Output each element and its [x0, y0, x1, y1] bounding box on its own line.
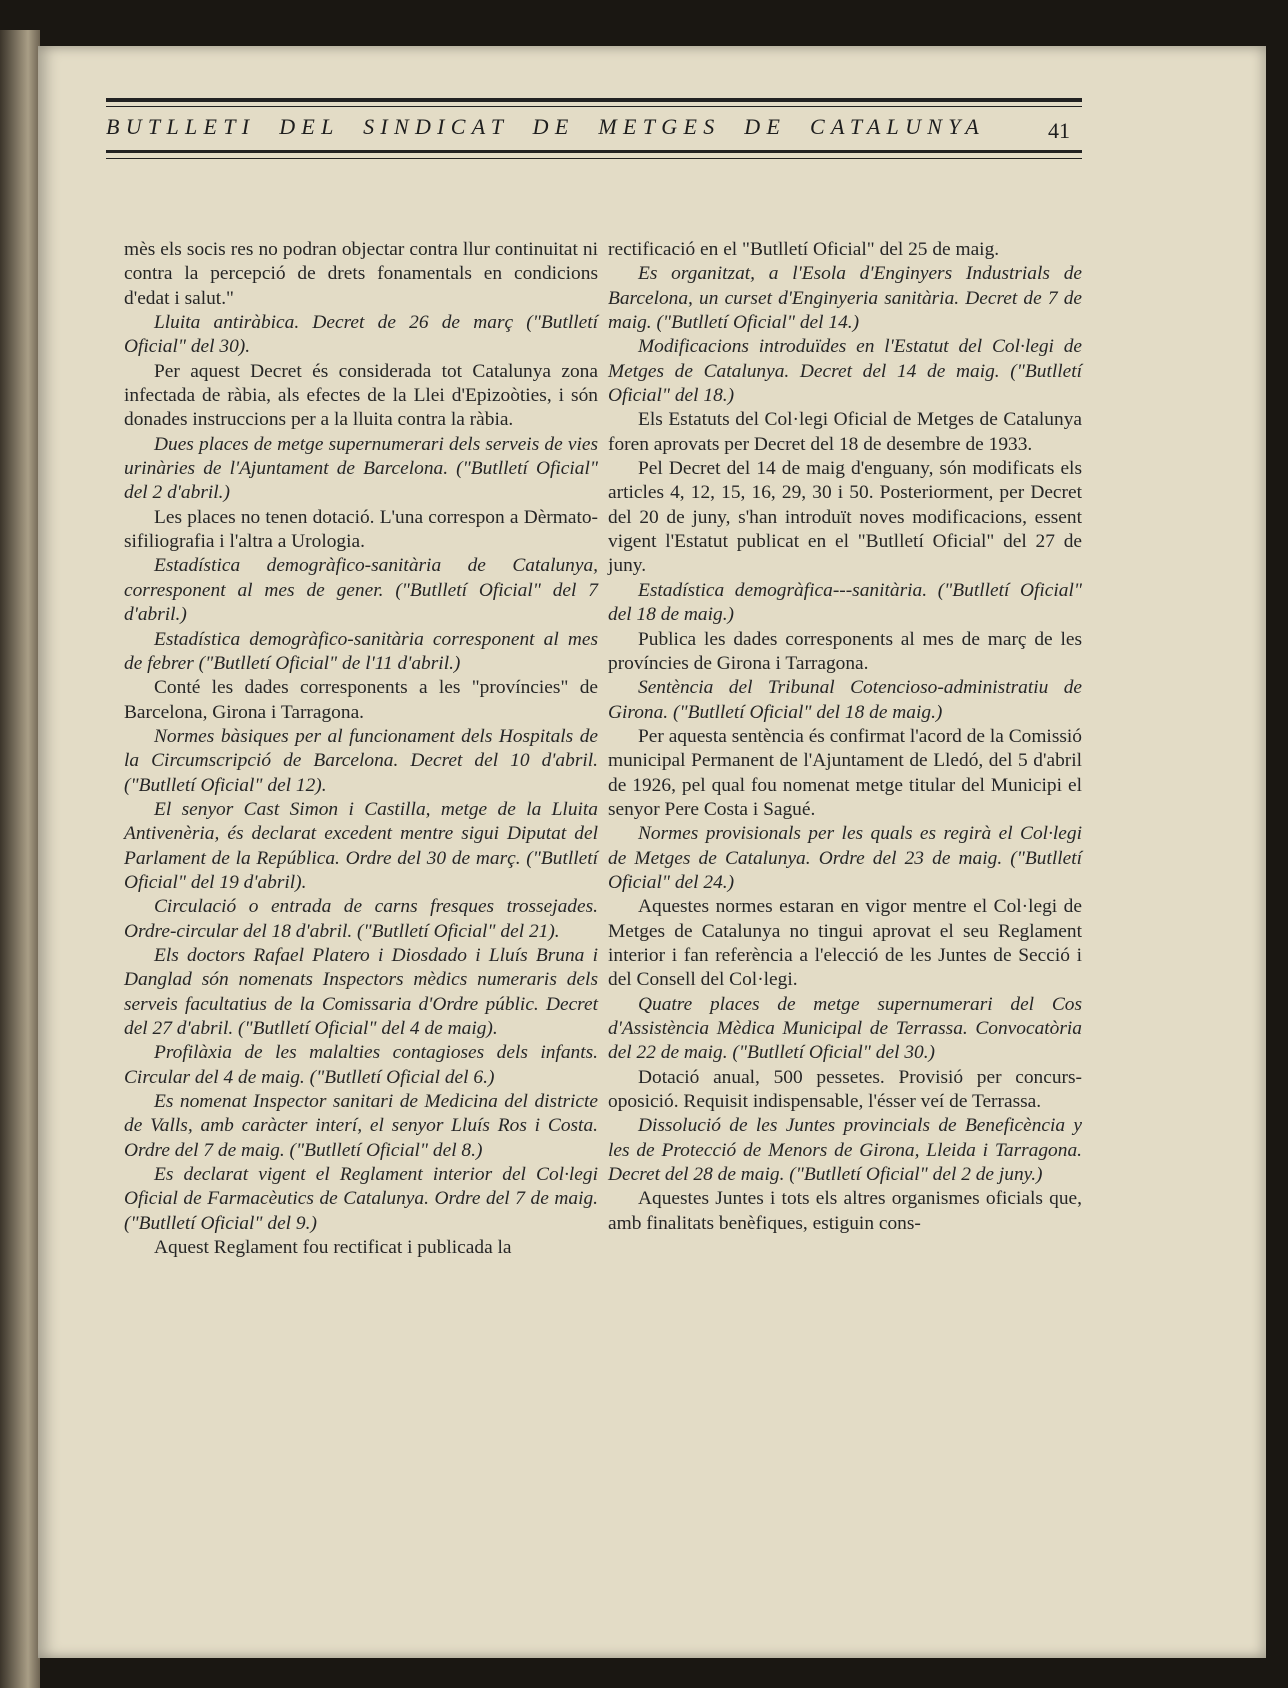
- paragraph: Normes provisionals per les quals es regirà el Col·legi de Metges de Catalunya. Ordre del 23 de maig. ("Butlletí Oficial" del 24.): [608, 823, 1082, 893]
- paragraph: Per aquest Decret és considerada tot Catalunya zona infectada de ràbia, als efectes de la Llei d'Epizoòties, i són donades instruccions per a la lluita contra la ràbia.: [124, 360, 598, 431]
- paragraph: Estadística demogràfico-sanitària de Catalunya, corresponent al mes de gener. ("Butlletí Oficial" del 7 d'abril.): [124, 555, 598, 626]
- paragraph: Profilàxia de les malalties contagioses dels infants. Circular del 4 de maig. ("Butlletí Oficial del 6.): [124, 1042, 598, 1088]
- paragraph: Els doctors Rafael Platero i Diosdado i Lluís Bruna i Danglad són nomenats Inspectors mèdics numeraris dels serveis facultatius de la Comissaria d'Ordre públic. Decret del 27 d'abril. ("Butlletí Oficial" del 4 de maig).: [124, 944, 598, 1039]
- header-rule-bottom: [106, 150, 1082, 153]
- paragraph: Aquestes normes estaran en vigor mentre el Col·legi de Metges de Catalunya no tingui aprovat el seu Reglament interior i fan referència a l'elecció de les Juntes de Secció i del Consell del Col·legi.: [608, 896, 1082, 991]
- paragraph: Es organitzat, a l'Esola d'Enginyers Industrials de Barcelona, un curset d'Enginyeria sanitària. Decret de 7 de maig. ("Butlletí Oficial" del 14.): [608, 263, 1082, 334]
- paragraph: Dissolució de les Juntes provincials de Beneficència y les de Protecció de Menors de Girona, Lleida i Tarragona. Decret del 28 de maig. ("Butlletí Oficial" del 2 de juny.): [608, 1115, 1082, 1186]
- paragraph: Els Estatuts del Col·legi Oficial de Metges de Catalunya foren aprovats per Decret del 18 de desembre de 1933.: [608, 409, 1082, 455]
- paragraph: Lluita antiràbica. Decret de 26 de març ("Butlletí Oficial" del 30).: [124, 312, 598, 358]
- running-header: [106, 98, 1082, 170]
- paragraph: Estadística demogràfica---sanitària. ("Butlletí Oficial" del 18 de maig.): [608, 579, 1082, 626]
- page-number: 41: [1048, 118, 1070, 143]
- paragraph: Per aquesta sentència és confirmat l'acord de la Comissió municipal Permanent de l'Ajuntament de Lledó, del 5 d'abril de 1926, pel qual fou nomenat metge titular del Municipi el senyor Pere Costa i Sagué.: [608, 725, 1082, 820]
- paragraph: Estadística demogràfico-sanitària corresponent al mes de febrer ("Butlletí Oficial" de l'11 d'abril.): [124, 628, 598, 674]
- paragraph: rectificació en el "Butlletí Oficial" del 25 de maig.: [608, 239, 1000, 260]
- paragraph: Les places no tenen dotació. L'una correspon a Dèrmato-sifiliografia i l'altra a Urologia.: [124, 506, 598, 553]
- paragraph: Es declarat vigent el Reglament interior del Col·legi Oficial de Farmacèutics de Catalunya. Ordre del 7 de maig. ("Butlletí Oficial" del 9.): [124, 1164, 598, 1234]
- paragraph: Es nomenat Inspector sanitari de Medicina del districte de Valls, amb caràcter interí, el senyor Lluís Ros i Costa. Ordre del 7 de maig. ("Butlletí Oficial" del 8.): [124, 1091, 598, 1161]
- paragraph: Conté les dades corresponents a les "províncies" de Barcelona, Girona i Tarragona.: [124, 677, 598, 723]
- paragraph: Publica les dades corresponents al mes de març de les províncies de Girona i Tarragona.: [608, 628, 1082, 674]
- right-column: [608, 238, 1082, 1236]
- paragraph: Sentència del Tribunal Cotencioso-administratiu de Girona. ("Butlletí Oficial" del 18 de maig.): [608, 677, 1082, 723]
- paragraph: Dues places de metge supernumerari dels serveis de vies urinàries de l'Ajuntament de Barcelona. ("Butlletí Oficial" del 2 d'abril.): [124, 433, 598, 504]
- paragraph: Aquestes Juntes i tots els altres organismes oficials que, amb finalitats benèfiques, estiguin cons-: [608, 1188, 1082, 1234]
- header-rule-top: [106, 98, 1082, 102]
- paragraph: El senyor Cast Simon i Castilla, metge de la Lluita Antivenèria, és declarat excedent mentre sigui Diputat del Parlament de la República. Ordre del 30 de març. ("Butlletí Oficial" del 19 d'abril).: [124, 798, 598, 893]
- facing-page-edge: [0, 30, 40, 1688]
- paragraph: Modificacions introduïdes en l'Estatut del Col·legi de Metges de Catalunya. Decret del 14 de maig. ("Butlletí Oficial" del 18.): [608, 336, 1082, 407]
- paragraph: Circulació o entrada de carns fresques trossejades. Ordre-circular del 18 d'abril. ("Butlletí Oficial" del 21).: [124, 896, 598, 942]
- paragraph: Aquest Reglament fou rectificat i publicada la: [154, 1237, 512, 1259]
- left-column: [124, 238, 598, 1260]
- paragraph: Quatre places de metge supernumerari del Cos d'Assistència Mèdica Municipal de Terrassa. Convocatòria del 22 de maig. ("Butlletí Oficial" del 30.): [608, 993, 1082, 1064]
- header-rule-top-thin: [106, 106, 1082, 107]
- paragraph: Normes bàsiques per al funcionament dels Hospitals de la Circumscripció de Barcelona. Decret del 10 d'abril. ("Butlletí Oficial" del 12).: [124, 725, 598, 796]
- header-rule-bottom-thin: [106, 158, 1082, 159]
- journal-title: BUTLLETI DEL SINDICAT DE METGES DE CATALUNYA: [106, 114, 985, 139]
- paragraph: Dotació anual, 500 pessetes. Provisió per concurs-oposició. Requisit indispensable, l'ésser veí de Terrassa.: [608, 1066, 1082, 1113]
- paragraph: Pel Decret del 14 de maig d'enguany, són modificats els articles 4, 12, 15, 16, 29, 30 i 50. Posteriorment, per Decret del 20 de juny, s'han introduït noves modificacions, essent vigent l'Estatut publicat en el "Butlletí Oficial" del 27 de juny.: [608, 458, 1082, 577]
- paragraph: mès els socis res no podran objectar contra llur continuitat ni contra la percepció de drets fonamentals en condicions d'edat i salut.": [124, 239, 598, 309]
